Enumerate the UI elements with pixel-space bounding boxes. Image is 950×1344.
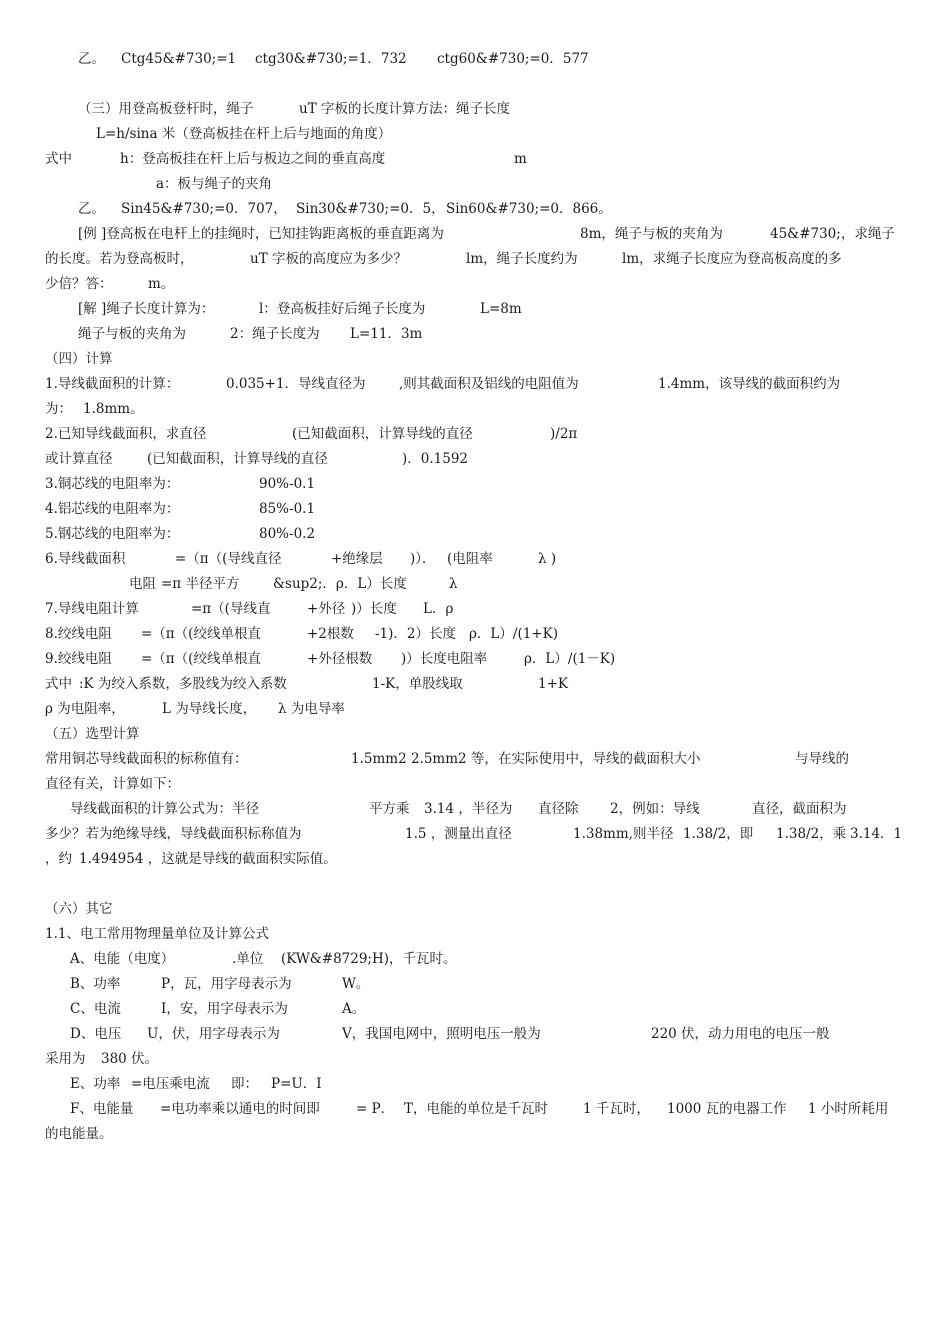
text-segment: 的长度。若为登高板时， xyxy=(45,251,194,267)
text-segment: [解 ]绳子长度计算为： xyxy=(78,301,215,317)
text-segment: 采用为 xyxy=(45,1051,86,1067)
text-line xyxy=(0,122,950,146)
text-segment: lm，求绳子长度应为登高板高度的多 xyxy=(622,251,842,267)
text-line xyxy=(0,722,950,746)
text-segment: :K 为绞入系数，多股线为绞入系数 xyxy=(79,676,287,692)
text-line xyxy=(0,297,950,321)
text-segment: 直径，截面积为 xyxy=(752,801,847,817)
text-segment: 1.494954 ，这就是导线的截面积实际值。 xyxy=(79,851,337,867)
text-segment: +绝缘层 xyxy=(331,551,383,567)
text-line xyxy=(0,172,950,196)
text-segment: 式中 xyxy=(45,151,72,167)
text-segment: Ctg45&#730;=1 xyxy=(121,51,237,67)
text-segment: 85%-0.1 xyxy=(259,501,316,517)
text-segment: 6.导线截面积 xyxy=(45,551,126,567)
text-segment: L=8m xyxy=(480,301,522,317)
text-segment: =π（(导线直 xyxy=(191,601,271,617)
text-segment: Sin45&#730;=0．707， xyxy=(121,201,287,217)
text-segment: 9.绞线电阻 xyxy=(45,651,112,667)
text-segment: lm，绳子长度约为 xyxy=(466,251,578,267)
text-segment: 在实际使用中，导线的截面积大小 xyxy=(498,751,701,767)
text-segment: 90%-0.1 xyxy=(259,476,316,492)
text-segment: ρ．L）/(1+K) xyxy=(469,626,558,642)
text-segment: 7.导线电阻计算 xyxy=(45,601,139,617)
text-segment: 1.38/2，乘 xyxy=(776,826,847,842)
text-line xyxy=(0,972,950,996)
text-segment: 平方乘 xyxy=(369,801,410,817)
text-segment: 少倍？答： xyxy=(45,276,113,292)
text-line xyxy=(0,772,950,796)
text-segment: （三）用登高板登杆时，绳子 xyxy=(78,101,254,117)
text-segment: a：板与绳子的夹角 xyxy=(156,176,273,192)
text-segment: 1.1、电工常用物理量单位及计算公式 xyxy=(45,926,269,942)
text-segment: 2，例如：导线 xyxy=(610,801,700,817)
text-segment: (电阻率 xyxy=(447,551,493,567)
text-line xyxy=(0,647,950,671)
text-segment: .单位 xyxy=(232,951,264,967)
text-segment: E、功率 xyxy=(70,1076,121,1092)
text-segment: =π 半径平方 xyxy=(161,576,240,592)
text-segment: )．0.1592 xyxy=(402,451,469,467)
text-segment: m xyxy=(514,151,527,167)
text-line xyxy=(0,572,950,596)
text-segment: 0.035+1．导线直径为 xyxy=(226,376,366,392)
text-segment: T，电能的单位是千瓦时 xyxy=(404,1101,549,1117)
text-segment: W。 xyxy=(342,976,370,992)
text-line xyxy=(0,847,950,871)
text-segment: 2.已知导线截面积，求直径 xyxy=(45,426,207,442)
text-segment: 2：绳子长度为 xyxy=(230,326,320,342)
text-line xyxy=(0,47,950,71)
text-line xyxy=(0,247,950,271)
text-line xyxy=(0,672,950,696)
text-segment: )）． xyxy=(410,551,436,567)
text-line xyxy=(0,1072,950,1096)
text-segment: l：登高板挂好后绳子长度为 xyxy=(259,301,426,317)
text-segment: )）长度电阻率 xyxy=(401,651,488,667)
text-line xyxy=(0,197,950,221)
text-segment: λ ) xyxy=(538,551,557,567)
text-segment: =（π（(导线直径 xyxy=(175,551,282,567)
text-segment: Sin30&#730;=0．5， xyxy=(296,201,445,217)
text-segment: =电功率乘以通电的时间即 xyxy=(160,1101,320,1117)
text-segment: 1000 瓦的电器工作 xyxy=(667,1101,787,1117)
text-segment: C、电流 xyxy=(70,1001,121,1017)
text-line xyxy=(0,272,950,296)
text-segment: 或计算直径 xyxy=(45,451,113,467)
text-line xyxy=(0,1047,950,1071)
text-segment: L．ρ xyxy=(423,601,454,617)
text-segment: 乙。 xyxy=(78,51,105,67)
text-segment: 1.5mm2 2.5mm2 等， xyxy=(351,751,498,767)
text-segment: Sin60&#730;=0．866。 xyxy=(446,201,612,217)
text-segment: 1.38/2，即 xyxy=(683,826,754,842)
text-line xyxy=(0,347,950,371)
text-segment: λ 为电导率 xyxy=(278,701,345,717)
text-segment: 的电能量。 xyxy=(45,1126,113,1142)
text-segment: m。 xyxy=(148,276,175,292)
text-segment: +外径 xyxy=(307,601,346,617)
text-segment: = P． xyxy=(356,1101,395,1117)
text-segment: （六）其它 xyxy=(45,901,113,917)
text-segment: 3.铜芯线的电阻率为： xyxy=(45,476,180,492)
text-segment: (已知截面积，计算导线的直径 xyxy=(147,451,328,467)
text-segment: ,则其截面积及铝线的电阻值为 xyxy=(399,376,579,392)
text-line xyxy=(0,597,950,621)
text-segment: +外径根数 xyxy=(307,651,373,667)
text-segment: （五）选型计算 xyxy=(45,726,140,742)
text-segment: 8.绞线电阻 xyxy=(45,626,112,642)
text-line xyxy=(0,822,950,846)
text-line xyxy=(0,472,950,496)
text-segment: (KW&#8729;H)，千瓦时。 xyxy=(281,951,457,967)
text-segment: 220 伏，动力用电的电压一般 xyxy=(651,1026,830,1042)
text-line xyxy=(0,997,950,1021)
text-segment: =（π（(绞线单根直 xyxy=(141,626,261,642)
text-segment: (已知截面积，计算导线的直径 xyxy=(292,426,473,442)
text-line xyxy=(0,697,950,721)
text-segment: 1.4mm，该导线的截面积约为 xyxy=(658,376,841,392)
text-segment: 380 伏。 xyxy=(101,1051,159,1067)
text-line xyxy=(0,747,950,771)
text-line xyxy=(0,797,950,821)
text-segment: A、电能（电度） xyxy=(70,951,175,967)
text-line xyxy=(0,1122,950,1146)
text-segment: h：登高板挂在杆上后与板边之间的垂直高度 xyxy=(120,151,386,167)
text-segment: D、电压 xyxy=(70,1026,122,1042)
text-line xyxy=(0,397,950,421)
text-segment: （四）计算 xyxy=(45,351,113,367)
text-segment: 1 千瓦时， xyxy=(583,1101,650,1117)
text-segment: 常用铜芯导线截面积的标称值有： xyxy=(45,751,248,767)
text-segment: 1-K，单股线取 xyxy=(372,676,463,692)
text-segment: 1.导线截面积的计算： xyxy=(45,376,180,392)
text-line xyxy=(0,322,950,346)
text-segment: 导线截面积的计算公式为：半径 xyxy=(70,801,259,817)
text-segment: ctg30&#730;=1．732 xyxy=(255,51,407,67)
text-line xyxy=(0,497,950,521)
text-line xyxy=(0,1097,950,1121)
text-segment: &sup2;．ρ．L）长度 xyxy=(273,576,407,592)
text-segment: ρ．L）/(1－K) xyxy=(524,651,616,667)
text-line xyxy=(0,1022,950,1046)
text-segment: 1.38mm,则半径 xyxy=(573,826,674,842)
text-segment: -1)．2）长度 xyxy=(375,626,457,642)
text-segment: 80%-0.2 xyxy=(259,526,316,542)
text-segment: 1.8mm。 xyxy=(83,401,144,417)
text-segment: uT 字板的长度计算方法：绳子长度 xyxy=(299,101,510,117)
text-segment: 1 小时所耗用 xyxy=(808,1101,889,1117)
text-segment: 直径除 xyxy=(538,801,579,817)
text-segment: 5.钢芯线的电阻率为： xyxy=(45,526,180,542)
text-segment: 1.5 ，测量出直径 xyxy=(405,826,512,842)
text-segment: L 为导线长度， xyxy=(162,701,257,717)
text-segment: 3.14 ，半径为 xyxy=(424,801,513,817)
text-line xyxy=(0,372,950,396)
text-segment: λ xyxy=(449,576,458,592)
text-line xyxy=(0,422,950,446)
text-line xyxy=(0,922,950,946)
text-segment: P，瓦，用字母表示为 xyxy=(161,976,292,992)
text-segment: )）长度 xyxy=(351,601,397,617)
text-line xyxy=(0,947,950,971)
text-line xyxy=(0,622,950,646)
text-segment: 3.14．1 xyxy=(850,826,903,842)
text-segment: L=11．3m xyxy=(350,326,423,342)
text-segment: uT 字板的高度应为多少？ xyxy=(250,251,407,267)
text-segment: 电阻 xyxy=(129,576,156,592)
text-segment: 8m，绳子与板的夹角为 xyxy=(580,226,723,242)
text-segment: 为： xyxy=(45,401,72,417)
text-segment: 绳子与板的夹角为 xyxy=(78,326,186,342)
text-segment: B、功率 xyxy=(70,976,121,992)
text-line xyxy=(0,147,950,171)
text-segment: L=h/sina 米（登高板挂在杆上后与地面的角度） xyxy=(96,126,392,142)
text-segment: 4.铝芯线的电阻率为： xyxy=(45,501,180,517)
text-line xyxy=(0,522,950,546)
text-segment: +2根数 xyxy=(307,626,354,642)
text-segment: ctg60&#730;=0．577 xyxy=(437,51,589,67)
text-line xyxy=(0,97,950,121)
text-segment: [例 ]登高板在电杆上的挂绳时，已知挂钩距离板的垂直距离为 xyxy=(78,226,444,242)
text-segment: F、电能量 xyxy=(70,1101,134,1117)
text-segment: 乙。 xyxy=(78,201,105,217)
text-segment: U，伏，用字母表示为 xyxy=(147,1026,280,1042)
text-line xyxy=(0,222,950,246)
text-line xyxy=(0,447,950,471)
text-line xyxy=(0,897,950,921)
text-segment: 直径有关，计算如下： xyxy=(45,776,180,792)
text-segment: ，约 xyxy=(45,851,72,867)
text-segment: 45&#730;，求绳子 xyxy=(770,226,895,242)
text-segment: )/2π xyxy=(550,426,578,442)
text-segment: 1+K xyxy=(538,676,568,692)
text-segment: 即： xyxy=(231,1076,258,1092)
text-segment: 与导线的 xyxy=(795,751,849,767)
text-segment: 多少？若为绝缘导线，导线截面积标称值为 xyxy=(45,826,302,842)
text-segment: 式中 xyxy=(45,676,72,692)
text-segment: =电压乘电流 xyxy=(131,1076,210,1092)
text-segment: A。 xyxy=(342,1001,366,1017)
text-segment: =（π（(绞线单根直 xyxy=(141,651,261,667)
text-segment: I，安，用字母表示为 xyxy=(161,1001,288,1017)
text-segment: P=U．I xyxy=(271,1076,322,1092)
text-line xyxy=(0,547,950,571)
text-segment: ρ 为电阻率， xyxy=(45,701,125,717)
text-segment: V，我国电网中，照明电压一般为 xyxy=(342,1026,541,1042)
